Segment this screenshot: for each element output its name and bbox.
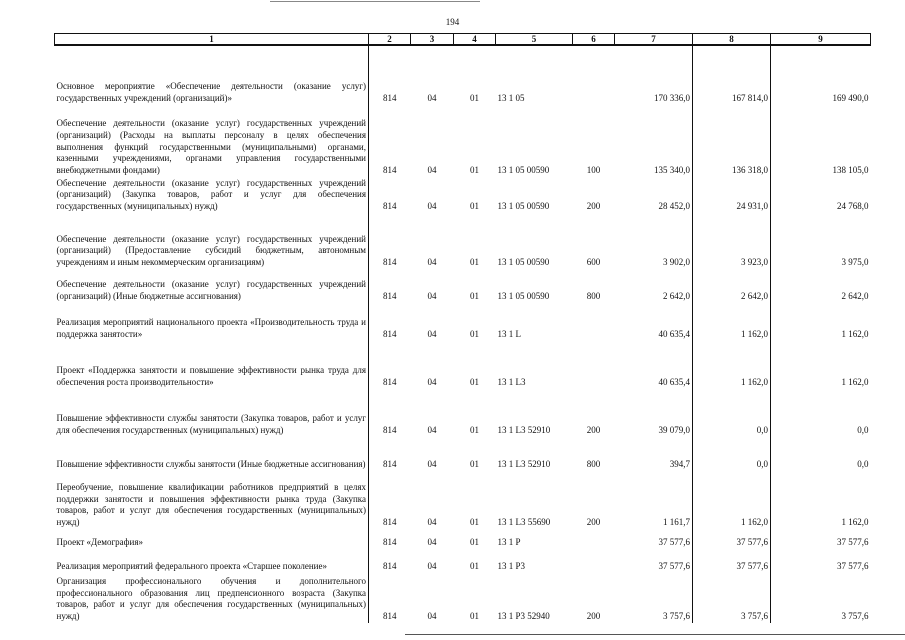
- cell-target-article: 13 1 05 00590: [497, 291, 550, 302]
- cell-subsection: 01: [470, 329, 479, 340]
- cell-subsection: 01: [470, 459, 479, 470]
- cell-ministry-code: 814: [383, 257, 397, 268]
- cell-amount-year2: 2 642,0: [693, 269, 771, 303]
- table-row: [55, 437, 871, 471]
- cell-subsection: 01: [470, 257, 479, 268]
- cell-subsection: 01: [470, 291, 479, 302]
- cell-amount-year1: 40 635,4: [615, 341, 693, 389]
- cell-section: 04: [427, 611, 437, 622]
- cell-description: Обеспечение деятельности (оказание услуг) государственных учреждений (организаций) (Расходы на выплаты персоналу в целях обеспечения выполнения функций государственными (муниципальными) органами, казенными учреждениями, органами управления государственными внебюджетными фондами): [55, 105, 369, 177]
- cell-target-article: 13 1 L: [497, 329, 521, 340]
- cell-expense-type: 200: [586, 611, 601, 622]
- table-row: [55, 45, 871, 105]
- cell-amount-year2: 0,0: [693, 389, 771, 437]
- cell-expense-type: [573, 529, 615, 549]
- cell-amount-year3: 24 768,0: [837, 201, 869, 212]
- cell-section: 04: [427, 561, 437, 572]
- col-header: 1: [55, 34, 369, 46]
- cell-description: Проект «Поддержка занятости и повышение эффективности рынка труда для обеспечения роста производительности»: [55, 341, 369, 389]
- cell-subsection: 01: [470, 377, 479, 388]
- table-row: [55, 341, 871, 389]
- cell-target-article: 13 1 L3: [497, 377, 526, 388]
- cell-amount-year1: 135 340,0: [615, 105, 693, 177]
- cell-description: Повышение эффективности службы занятости (Иные бюджетные ассигнования): [55, 437, 369, 471]
- cell-expense-type: 800: [586, 459, 601, 470]
- cell-amount-year2: 167 814,0: [693, 45, 771, 105]
- cell-amount-year1: 3 902,0: [615, 213, 693, 269]
- cell-subsection: 01: [470, 165, 479, 176]
- table-row: [55, 389, 871, 437]
- cell-ministry-code: 814: [383, 459, 397, 470]
- cell-description: Реализация мероприятий национального проекта «Производительность труда и поддержка занятости»: [55, 303, 369, 341]
- cell-section: 04: [427, 291, 437, 302]
- cell-expense-type: 200: [586, 425, 601, 436]
- cell-amount-year3: 1 162,0: [841, 329, 869, 340]
- cell-section: 04: [427, 537, 437, 548]
- table-row: [55, 573, 871, 623]
- cell-description: Организация профессионального обучения и дополнительного профессионального образования лиц предпенсионного возраста (Закупка товаров, работ и услуг для обеспечения государственных (муниципальных) нужд): [55, 573, 369, 623]
- cell-description: Обеспечение деятельности (оказание услуг) государственных учреждений (организаций) (Иные бюджетные ассигнования): [55, 269, 369, 303]
- col-header: 8: [693, 34, 771, 46]
- cell-section: 04: [427, 93, 437, 104]
- col-header: 3: [411, 34, 454, 46]
- header-row: [55, 34, 871, 46]
- cell-amount-year2: 24 931,0: [693, 177, 771, 213]
- cell-target-article: 13 1 05 00590: [497, 257, 550, 268]
- cell-ministry-code: 814: [383, 561, 397, 572]
- cell-amount-year2: 0,0: [693, 437, 771, 471]
- cell-expense-type: 200: [586, 517, 601, 528]
- cell-ministry-code: 814: [383, 517, 397, 528]
- cell-description: Переобучение, повышение квалификации работников предприятий в целях поддержки занятости и повышения эффективности рынка труда (Закупка товаров, работ и услуг для обеспечения государственных (муниципальных) нужд): [55, 471, 369, 529]
- table-row: [55, 177, 871, 213]
- cell-amount-year1: 37 577,6: [615, 549, 693, 573]
- cell-section: 04: [427, 425, 437, 436]
- bottom-rule: [405, 634, 905, 635]
- cell-amount-year3: 0,0: [857, 459, 869, 470]
- cell-amount-year3: 37 577,6: [837, 537, 869, 548]
- page-number: 194: [445, 17, 460, 27]
- cell-expense-type: 100: [586, 165, 601, 176]
- cell-ministry-code: 814: [383, 201, 397, 212]
- table-row: [55, 471, 871, 529]
- cell-section: 04: [427, 459, 437, 470]
- cell-target-article: 13 1 P3: [497, 561, 526, 572]
- top-rule: [270, 1, 480, 2]
- cell-expense-type: [573, 549, 615, 573]
- table-row: [55, 549, 871, 573]
- cell-ministry-code: 814: [383, 329, 397, 340]
- table-row: [55, 529, 871, 549]
- col-header: 6: [573, 34, 615, 46]
- table-row: [55, 105, 871, 177]
- cell-description: Проект «Демография»: [55, 529, 369, 549]
- cell-amount-year3: 138 105,0: [832, 165, 869, 176]
- cell-ministry-code: 814: [383, 537, 397, 548]
- table-row: [55, 213, 871, 269]
- cell-amount-year3: 2 642,0: [841, 291, 869, 302]
- cell-description: Реализация мероприятий федерального проекта «Старшее поколение»: [55, 549, 369, 573]
- cell-amount-year1: 2 642,0: [615, 269, 693, 303]
- cell-expense-type: [573, 303, 615, 341]
- cell-target-article: 13 1 L3 52910: [497, 425, 551, 436]
- cell-amount-year1: 28 452,0: [615, 177, 693, 213]
- cell-amount-year1: 1 161,7: [615, 471, 693, 529]
- cell-amount-year3: 3 975,0: [841, 257, 869, 268]
- cell-description: Обеспечение деятельности (оказание услуг) государственных учреждений (организаций) (Закупка товаров, работ и услуг для обеспечения государственных (муниципальных) нужд): [55, 177, 369, 213]
- cell-ministry-code: 814: [383, 377, 397, 388]
- cell-ministry-code: 814: [383, 425, 397, 436]
- cell-amount-year1: 40 635,4: [615, 303, 693, 341]
- cell-amount-year1: 394,7: [615, 437, 693, 471]
- cell-section: 04: [427, 517, 437, 528]
- table-body: [55, 45, 871, 623]
- cell-amount-year2: 1 162,0: [693, 471, 771, 529]
- cell-ministry-code: 814: [383, 611, 397, 622]
- col-header: 9: [771, 34, 871, 46]
- cell-section: 04: [427, 165, 437, 176]
- cell-section: 04: [427, 377, 437, 388]
- cell-target-article: 13 1 P: [497, 537, 521, 548]
- table-row: [55, 269, 871, 303]
- cell-amount-year2: 1 162,0: [693, 303, 771, 341]
- cell-description: Повышение эффективности службы занятости (Закупка товаров, работ и услуг для обеспечения государственных (муниципальных) нужд): [55, 389, 369, 437]
- cell-amount-year3: 1 162,0: [841, 517, 869, 528]
- cell-amount-year1: 3 757,6: [615, 573, 693, 623]
- table-row: [55, 303, 871, 341]
- col-header: 2: [369, 34, 411, 46]
- cell-target-article: 13 1 05 00590: [497, 165, 550, 176]
- cell-expense-type: 800: [586, 291, 601, 302]
- cell-subsection: 01: [470, 611, 479, 622]
- cell-subsection: 01: [470, 425, 479, 436]
- cell-amount-year3: 169 490,0: [832, 93, 869, 104]
- cell-expense-type: 600: [586, 257, 601, 268]
- cell-ministry-code: 814: [383, 165, 397, 176]
- cell-target-article: 13 1 05: [497, 93, 525, 104]
- cell-amount-year3: 37 577,6: [837, 561, 869, 572]
- cell-description: Обеспечение деятельности (оказание услуг) государственных учреждений (организаций) (Предоставление субсидий бюджетным, автономным учреждениям и иным некоммерческим организациям): [55, 213, 369, 269]
- cell-section: 04: [427, 329, 437, 340]
- cell-subsection: 01: [470, 93, 479, 104]
- cell-subsection: 01: [470, 561, 479, 572]
- cell-amount-year2: 3 757,6: [693, 573, 771, 623]
- cell-amount-year3: 1 162,0: [841, 377, 869, 388]
- cell-amount-year2: 136 318,0: [693, 105, 771, 177]
- cell-amount-year1: 39 079,0: [615, 389, 693, 437]
- cell-expense-type: [573, 45, 615, 105]
- cell-amount-year3: 3 757,6: [841, 611, 869, 622]
- cell-target-article: 13 1 L3 52910: [497, 459, 551, 470]
- cell-amount-year1: 37 577,6: [615, 529, 693, 549]
- cell-section: 04: [427, 257, 437, 268]
- cell-amount-year2: 3 923,0: [693, 213, 771, 269]
- budget-table: [54, 33, 871, 623]
- cell-target-article: 13 1 05 00590: [497, 201, 550, 212]
- cell-amount-year2: 37 577,6: [693, 529, 771, 549]
- cell-subsection: 01: [470, 537, 479, 548]
- col-header: 4: [454, 34, 496, 46]
- cell-target-article: 13 1 L3 55690: [497, 517, 551, 528]
- cell-amount-year2: 1 162,0: [693, 341, 771, 389]
- cell-ministry-code: 814: [383, 93, 397, 104]
- col-header: 7: [615, 34, 693, 46]
- col-header: 5: [496, 34, 573, 46]
- cell-expense-type: [573, 341, 615, 389]
- cell-section: 04: [427, 201, 437, 212]
- cell-subsection: 01: [470, 201, 479, 212]
- cell-description: Основное мероприятие «Обеспечение деятельности (оказание услуг) государственных учреждений (организаций)»: [55, 45, 369, 105]
- cell-target-article: 13 1 P3 52940: [497, 611, 550, 622]
- cell-subsection: 01: [470, 517, 479, 528]
- cell-amount-year3: 0,0: [857, 425, 869, 436]
- cell-ministry-code: 814: [383, 291, 397, 302]
- cell-amount-year2: 37 577,6: [693, 549, 771, 573]
- cell-expense-type: 200: [586, 201, 601, 212]
- cell-amount-year1: 170 336,0: [615, 45, 693, 105]
